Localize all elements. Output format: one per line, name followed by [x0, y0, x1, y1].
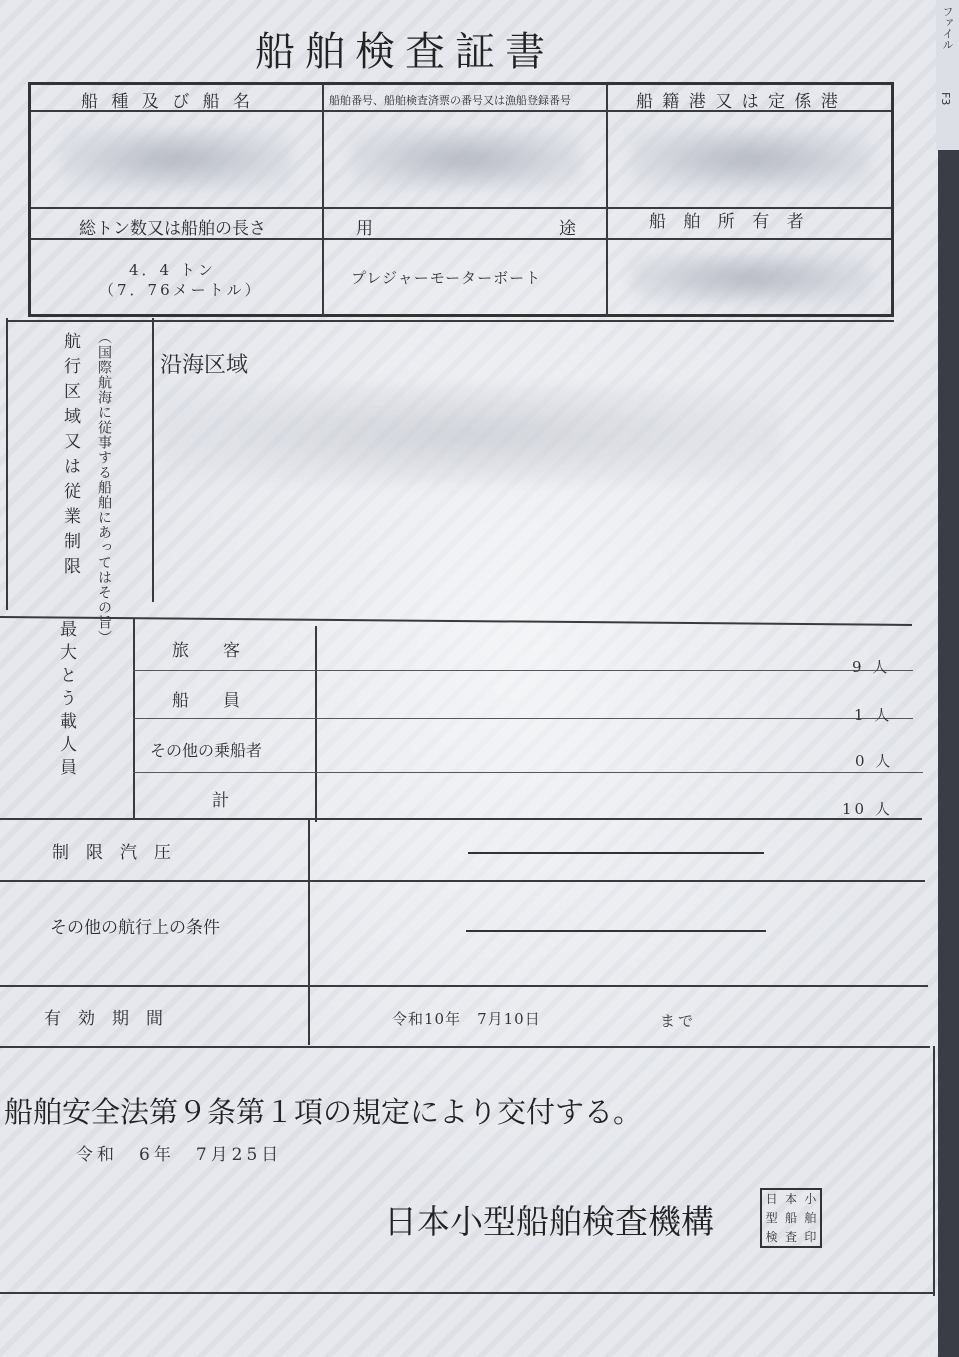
- col-divider: [322, 85, 324, 317]
- navigation-area-value: 沿海区域: [160, 353, 249, 378]
- seal-char: 型: [765, 1210, 778, 1225]
- side-tab-text: ファイル: [941, 6, 954, 50]
- nav-label-divider: [152, 318, 154, 602]
- side-tab-code: F3: [939, 92, 952, 106]
- col-divider: [606, 85, 608, 317]
- redacted-owner: [631, 253, 871, 303]
- issuance-date: 令和 6年 7月25日: [76, 1145, 283, 1165]
- validity-bottom-border: [0, 1046, 930, 1048]
- capacity-row-divider: [133, 772, 923, 773]
- seal-char: 舶: [804, 1210, 817, 1225]
- tonnage-value: 4．4 トン: [129, 261, 216, 279]
- folder-side-tab: [936, 0, 959, 150]
- vessel-type-name-label: 船 種 及 び 船 名: [81, 92, 255, 112]
- capacity-row-divider: [133, 670, 913, 671]
- official-seal-stamp: [760, 1188, 822, 1248]
- total-label: 計: [212, 791, 229, 811]
- redacted-vessel-name: [61, 129, 291, 189]
- navigation-note: （国際航海に従事する船舶にあってはその旨）: [96, 330, 112, 645]
- vessel-info-table: [28, 82, 894, 317]
- validity-suffix: まで: [660, 1012, 697, 1030]
- redacted-vessel-number: [351, 129, 581, 189]
- validity-label: 有 効 期 間: [44, 1009, 163, 1029]
- seal-char: 小: [804, 1192, 817, 1207]
- owner-label: 船 舶 所 有 者: [649, 212, 810, 232]
- issuance-statement: 船舶安全法第９条第１項の規定により交付する。: [4, 1095, 643, 1129]
- redacted-navigation-detail: [160, 385, 780, 485]
- conditions-row-divider: [0, 880, 925, 882]
- steam-pressure-label: 制 限 汽 圧: [52, 843, 171, 863]
- crew-value: 1 人: [854, 706, 893, 724]
- tonnage-label: 総トン数又は船舶の長さ: [79, 219, 266, 239]
- redacted-home-port: [631, 129, 871, 189]
- navigation-label: 航行区域又は従業制限: [60, 332, 80, 582]
- other-conditions-blank: [466, 930, 766, 932]
- bottom-border: [0, 1292, 935, 1294]
- seal-char: 印: [804, 1229, 817, 1244]
- use-label-left: 用: [356, 219, 373, 239]
- nav-left-border: [6, 318, 8, 610]
- length-value: （7．76メートル）: [99, 281, 263, 299]
- vessel-number-label: 船舶番号、船舶検査済票の番号又は漁船登録番号: [329, 94, 571, 107]
- capacity-row-divider: [133, 718, 913, 719]
- capacity-label: 最大とう載人員: [56, 620, 76, 781]
- seal-char: 検: [765, 1229, 778, 1244]
- home-port-label: 船 籍 港 又 は 定 係 港: [636, 92, 840, 112]
- seal-char: 日: [765, 1192, 778, 1207]
- use-label-right: 途: [559, 219, 576, 239]
- seal-char: 船: [784, 1210, 797, 1225]
- issuer-name: 日本小型船舶検査機構: [384, 1202, 714, 1241]
- document-title: 船舶検査証書: [255, 29, 555, 75]
- other-persons-value: 0 人: [855, 752, 894, 770]
- capacity-top-border: [0, 616, 912, 626]
- other-conditions-label: その他の航行上の条件: [50, 918, 220, 938]
- seal-char: 本: [784, 1192, 797, 1207]
- nav-top-border: [6, 320, 894, 322]
- other-persons-label: その他の乗船者: [150, 741, 263, 760]
- passengers-label: 旅 客: [172, 641, 240, 661]
- seal-char: 査: [784, 1229, 797, 1244]
- conditions-divider: [308, 820, 310, 1045]
- validity-date: 令和10年 7月10日: [392, 1010, 541, 1028]
- conditions-row-divider: [0, 985, 928, 987]
- passengers-value: 9 人: [852, 658, 891, 676]
- crew-label: 船 員: [172, 691, 240, 711]
- bottom-right-border: [933, 1046, 935, 1296]
- total-value: 10 人: [842, 800, 893, 818]
- steam-pressure-blank: [468, 852, 764, 854]
- capacity-value-divider: [315, 626, 317, 822]
- capacity-bottom-border: [0, 818, 922, 820]
- use-value: プレジャーモーターボート: [351, 269, 542, 287]
